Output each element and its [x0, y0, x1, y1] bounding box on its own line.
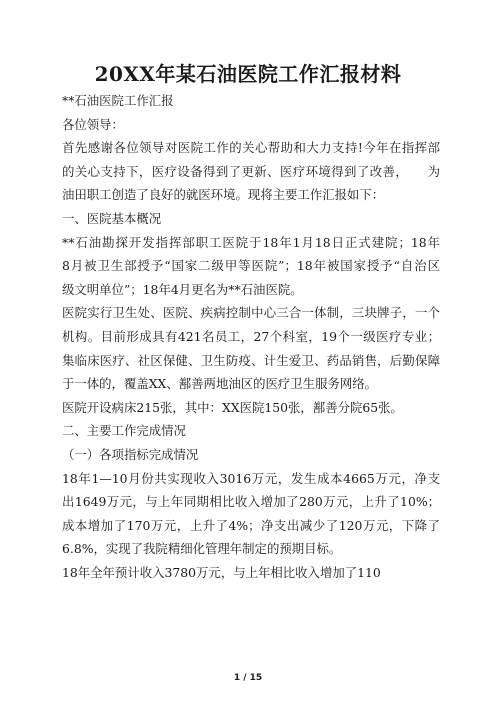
- document-title: 20XX年某石油医院工作汇报材料: [94, 62, 402, 86]
- text-line: 8月被卫生部授予“国家二级甲等医院”；18年被国家授予“自治区: [62, 258, 440, 274]
- text-line: 各位领导：: [62, 116, 124, 132]
- section-heading: 一、医院基本概况: [62, 210, 162, 226]
- text-line: 18年全年预计收入3780万元，与上年相比收入增加了110: [62, 564, 381, 580]
- text-line: 的关心支持下，医疗设备得到了更新、医疗环境得到了改善， 为: [62, 163, 440, 179]
- text-line: 级文明单位”；18年4月更名为**石油医院。: [62, 281, 303, 297]
- text-line: 集临床医疗、社区保健、卫生防疫、计生爱卫、药品销售，后勤保障: [62, 352, 440, 368]
- text-line: 首先感谢各位领导对医院工作的关心帮助和大力支持!今年在指挥部: [62, 140, 440, 156]
- text-line: 机构。目前形成具有421名员工，27个科室，19个一级医疗专业；: [62, 328, 440, 344]
- subsection-heading: （一）各项指标完成情况: [62, 446, 199, 462]
- document-body: [62, 89, 440, 584]
- section-heading: 二、主要工作完成情况: [62, 423, 186, 439]
- text-line: **石油勘探开发指挥部职工医院于18年1月18日正式建院；18年: [62, 234, 440, 250]
- text-line: 油田职工创造了良好的就医环境。现将主要工作汇报如下：: [62, 187, 385, 203]
- text-line: 医院实行卫生处、医院、疾病控制中心三合一体制，三块牌子，一个: [62, 305, 440, 321]
- text-line: **石油医院工作汇报: [62, 93, 174, 108]
- page-number: 1 / 15: [233, 673, 263, 683]
- text-line: 于一体的，覆盖XX、鄯善两地油区的医疗卫生服务网络。: [62, 376, 378, 392]
- text-line: 18年1—10月份共实现收入3016万元，发生成本4665万元，净支: [62, 470, 440, 486]
- text-line: 出1649万元，与上年同期相比收入增加了280万元，上升了10%；: [62, 494, 440, 510]
- text-line: 成本增加了170万元，上升了4%；净支出减少了120万元，下降了: [62, 517, 440, 533]
- text-line: 医院开设病床215张，其中：XX医院150张，鄯善分院65张。: [62, 399, 403, 415]
- text-line: 6.8%，实现了我院精细化管理年制定的预期目标。: [62, 541, 342, 557]
